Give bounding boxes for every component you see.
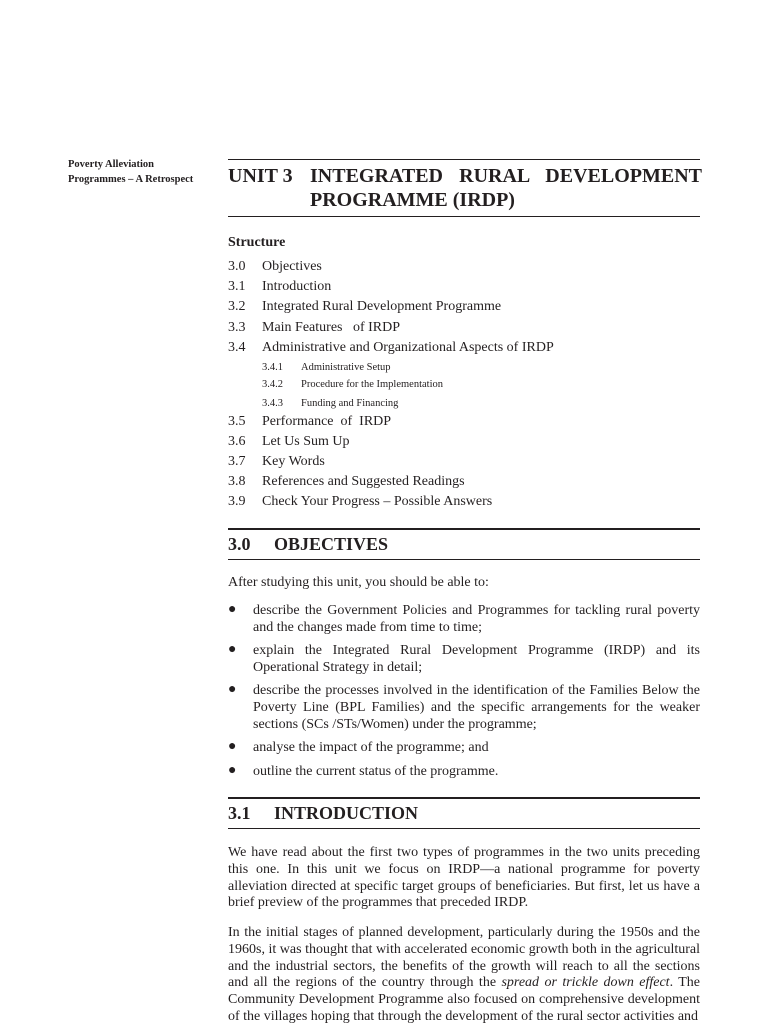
introduction-emphasis: spread or trickle down effect (501, 975, 670, 991)
toc-item (228, 258, 322, 276)
objectives-bottom-rule (228, 559, 700, 560)
introduction-top-rule (228, 797, 700, 799)
bullet-icon: ● (228, 682, 237, 697)
bullet-icon: ● (228, 763, 237, 778)
toc-subitem-number: 3.4.1 (262, 362, 283, 373)
toc-item-text: Performance of IRDP (262, 414, 392, 429)
bullet-icon: ● (228, 602, 237, 617)
toc-item-number: 3.9 (228, 494, 246, 509)
running-header (68, 157, 218, 187)
toc-item (228, 278, 331, 296)
objective-text: analyse the impact of the programme; and (253, 740, 489, 755)
toc-subitem-number: 3.4.3 (262, 398, 283, 409)
unit-title-line-1: INTEGRATED RURAL DEVELOPMENT (310, 165, 702, 187)
toc-item-text: Let Us Sum Up (262, 434, 350, 449)
toc-subitem-number: 3.4.2 (262, 379, 283, 390)
toc-subitem-text: Administrative Setup (301, 362, 391, 373)
introduction-heading-text: INTRODUCTION (274, 803, 419, 823)
toc-subitem (262, 376, 443, 394)
toc-item-text: Main Features of IRDP (262, 320, 401, 335)
running-header-line-2: Programmes – A Retrospect (68, 174, 194, 185)
objectives-intro: After studying this unit, you should be able to: (228, 575, 489, 590)
toc-item-number: 3.4 (228, 340, 246, 355)
objective-bullet (228, 764, 700, 781)
objective-bullet (228, 643, 700, 677)
bullet-icon: ● (228, 642, 237, 657)
toc-subitem (262, 359, 391, 377)
toc-item (228, 473, 465, 491)
toc-item-number: 3.1 (228, 279, 246, 294)
unit-bottom-rule (228, 216, 700, 217)
objective-text: describe the Government Policies and Programmes for tackling rural poverty and the changes made from time to time; (253, 603, 700, 635)
objective-bullet (228, 603, 700, 637)
toc-item-text: Key Words (262, 454, 325, 469)
toc-item (228, 493, 492, 511)
toc-item-text: Introduction (262, 279, 332, 294)
objective-bullet (228, 740, 700, 757)
objectives-top-rule (228, 528, 700, 530)
toc-subitem (262, 395, 398, 413)
toc-item-text: References and Suggested Readings (262, 474, 465, 489)
toc-item-text: Check Your Progress – Possible Answers (262, 494, 493, 509)
toc-item-number: 3.8 (228, 474, 246, 489)
objective-text: describe the processes involved in the identification of the Families Below the Poverty Line (BPL Families) and the specific arrangements for the weaker sections (SCs /STs/Women) under the programme; (253, 683, 700, 732)
objectives-heading-text: OBJECTIVES (274, 534, 389, 554)
introduction-paragraph-2-end: . The Community Development Programme also focused on comprehensive development of the villages hoping that through the development of the rural sector activities and (228, 975, 700, 1024)
toc-item-number: 3.7 (228, 454, 246, 469)
toc-subitem-text: Funding and Financing (301, 398, 399, 409)
unit-label: UNIT 3 (228, 165, 293, 187)
introduction-heading-number: 3.1 (228, 803, 251, 823)
objectives-heading (228, 534, 388, 555)
objective-bullet (228, 683, 700, 733)
toc-item (228, 413, 391, 431)
toc-item-number: 3.5 (228, 414, 246, 429)
unit-title-line-2: PROGRAMME (IRDP) (310, 189, 515, 211)
running-header-line-1: Poverty Alleviation (68, 159, 155, 170)
toc-item-text: Administrative and Organizational Aspects of IRDP (262, 340, 554, 355)
objectives-heading-number: 3.0 (228, 534, 251, 554)
toc-item-text: Objectives (262, 259, 322, 274)
structure-heading: Structure (228, 235, 286, 250)
toc-item (228, 298, 501, 316)
toc-item (228, 319, 400, 337)
introduction-paragraph-2-start: In the initial stages of planned development, particularly during the 1950s and the 1960s, it was thought that with accelerated economic growth both in the agricultural and the industrial sectors, the benefits of the growth will reach to all the sections and all the regions of the country through the (228, 925, 700, 991)
toc-item-text: Integrated Rural Development Programme (262, 299, 502, 314)
toc-item-number: 3.3 (228, 320, 246, 335)
toc-item-number: 3.0 (228, 259, 246, 274)
toc-item (228, 339, 554, 357)
introduction-paragraph-1: We have read about the first two types of programmes in the two units preceding this one. In this unit we focus on IRDP—a national programme for poverty alleviation directed at specific target groups of beneficiaries. But first, let us have a brief preview of the programmes that preceded IRDP. (228, 845, 700, 911)
toc-item-number: 3.6 (228, 434, 246, 449)
toc-item (228, 433, 350, 451)
unit-top-rule (228, 159, 700, 160)
introduction-paragraph-2 (228, 925, 700, 1026)
toc-item-number: 3.2 (228, 299, 246, 314)
toc-item (228, 453, 325, 471)
objective-text: outline the current status of the programme. (253, 764, 499, 779)
bullet-icon: ● (228, 739, 237, 754)
introduction-bottom-rule (228, 828, 700, 829)
toc-subitem-text: Procedure for the Implementation (301, 379, 443, 390)
introduction-heading (228, 803, 418, 824)
objective-text: explain the Integrated Rural Development Programme (IRDP) and its Operational Strategy in detail; (253, 643, 700, 675)
